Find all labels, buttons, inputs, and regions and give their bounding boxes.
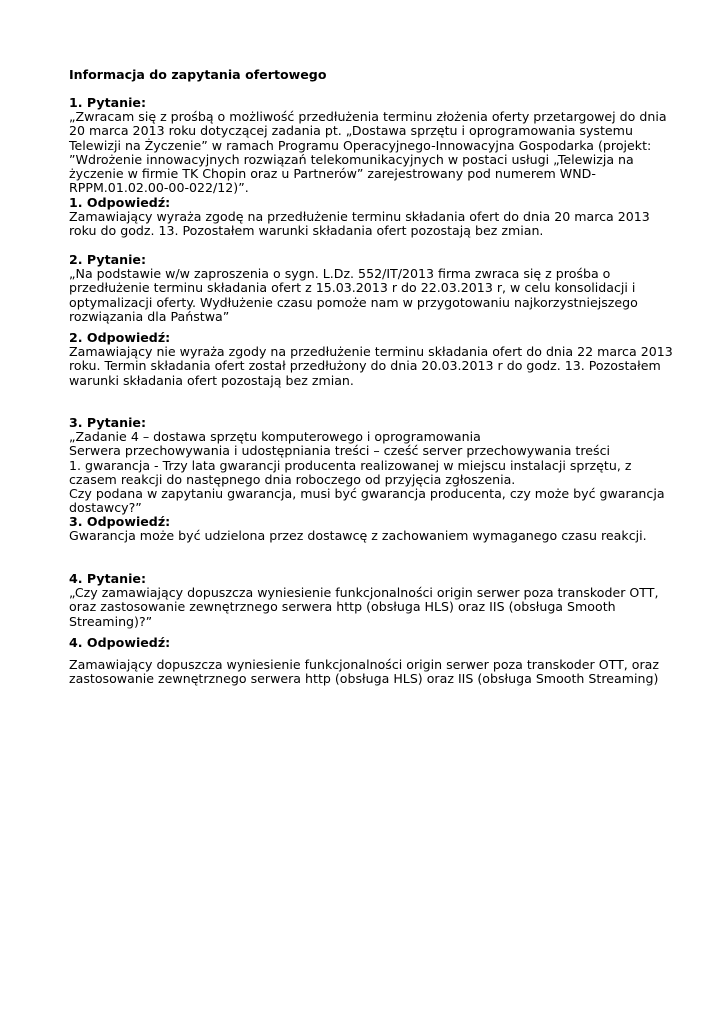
answer-1-line: roku do godz. 13. Pozostałem warunki składania ofert pozostają bez zmian. [69,223,544,239]
question-4-line: Streaming)?” [69,613,153,629]
question-1-line: ”Wdrożenie innowacyjnych rozwiązań telekomunikacyjnych w postaci usługi „Telewizja na [69,151,634,167]
answer-3-block [69,515,669,543]
question-4-line: „Czy zamawiający dopuszcza wyniesienie funkcjonalności origin serwer poza transkoder OTT, [69,585,659,601]
answer-4-line: Zamawiający dopuszcza wyniesienie funkcjonalności origin serwer poza transkoder OTT, oraz [69,657,660,672]
answer-4-heading-block [69,636,669,650]
question-2-line: rozwiązania dla Państwa” [69,308,230,324]
question-1-block [69,96,669,195]
question-1-line: życzenie w firmie TK Chopin oraz u Partnerów” zarejestrowany pod numerem WND- [69,166,596,182]
question-2-heading: 2. Pytanie: [69,252,146,267]
answer-2-line: warunki składania ofert pozostają bez zmian. [69,372,354,388]
question-2-line: przedłużenie terminu składania ofert z 15.03.2013 r do 22.03.2013 r, w celu konsolidacji i [69,280,636,296]
question-3-line: 1. gwarancja - Trzy lata gwarancji producenta realizowanej w miejscu instalacji sprzętu, z [69,457,632,473]
question-1-line: „Zwracam się z prośbą o możliwość przedłużenia terminu złożenia oferty przetargowej do dnia [69,109,667,125]
question-4-block [69,572,669,629]
answer-1-heading: 1. Odpowiedź: [69,195,171,210]
answer-4-line: zastosowanie zewnętrznego serwera http (obsługa HLS) oraz IIS (obsługa Smooth Streaming) [69,671,659,687]
answer-2-line: Zamawiający nie wyraża zgody na przedłużenie terminu składania ofert do dnia 22 marca 2013 [69,344,673,360]
answer-2-heading: 2. Odpowiedź: [69,330,171,345]
question-1-line: RPPM.01.02.00-00-022/12)”. [69,180,249,196]
question-2-line: „Na podstawie w/w zaproszenia o sygn. L.Dz. 552/IT/2013 firma zwraca się z prośba o [69,266,611,282]
answer-2-line: roku. Termin składania ofert został przedłużony do dnia 20.03.2013 r do godz. 13. Pozostałem [69,358,661,374]
question-2-line: optymalizacji oferty. Wydłużenie czasu pomoże nam w przygotowaniu najkorzystniejszego [69,294,638,310]
question-3-line: Czy podana w zapytaniu gwarancja, musi być gwarancja producenta, czy może być gwarancja [69,486,665,502]
question-1-heading: 1. Pytanie: [69,95,146,110]
answer-1-line: Zamawiający wyraża zgodę na przedłużenie terminu składania ofert do dnia 20 marca 2013 [69,209,650,225]
question-3-line: Serwera przechowywania i udostępniania treści – cześć server przechowywania treści [69,443,611,459]
question-3-line: dostawcy?” [69,500,142,516]
question-4-line: oraz zastosowanie zewnętrznego serwera http (obsługa HLS) oraz IIS (obsługa Smooth [69,599,616,615]
question-1-line: Telewizji na Życzenie” w ramach Programu Operacyjnego-Innowacyjna Gospodarka (projekt: [69,137,652,153]
question-3-heading: 3. Pytanie: [69,415,146,430]
question-2-block [69,253,669,324]
answer-3-heading: 3. Odpowiedź: [69,514,171,529]
question-4-heading: 4. Pytanie: [69,571,146,586]
question-3-line: „Zadanie 4 – dostawa sprzętu komputerowego i oprogramowania [69,429,481,445]
answer-4-block [69,658,669,686]
answer-1-block [69,196,669,239]
question-1-line: 20 marca 2013 roku dotyczącej zadania pt. „Dostawa sprzętu i oprogramowania systemu [69,123,633,139]
answer-2-block [69,330,673,388]
question-3-block [69,416,669,515]
answer-3-line: Gwarancja może być udzielona przez dostawcę z zachowaniem wymaganego czasu reakcji. [69,528,647,544]
document-title: Informacja do zapytania ofertowego [69,67,327,82]
answer-4-heading: 4. Odpowiedź: [69,635,171,650]
question-3-line: czasem reakcji do następnego dnia roboczego od przyjęcia zgłoszenia. [69,471,516,487]
